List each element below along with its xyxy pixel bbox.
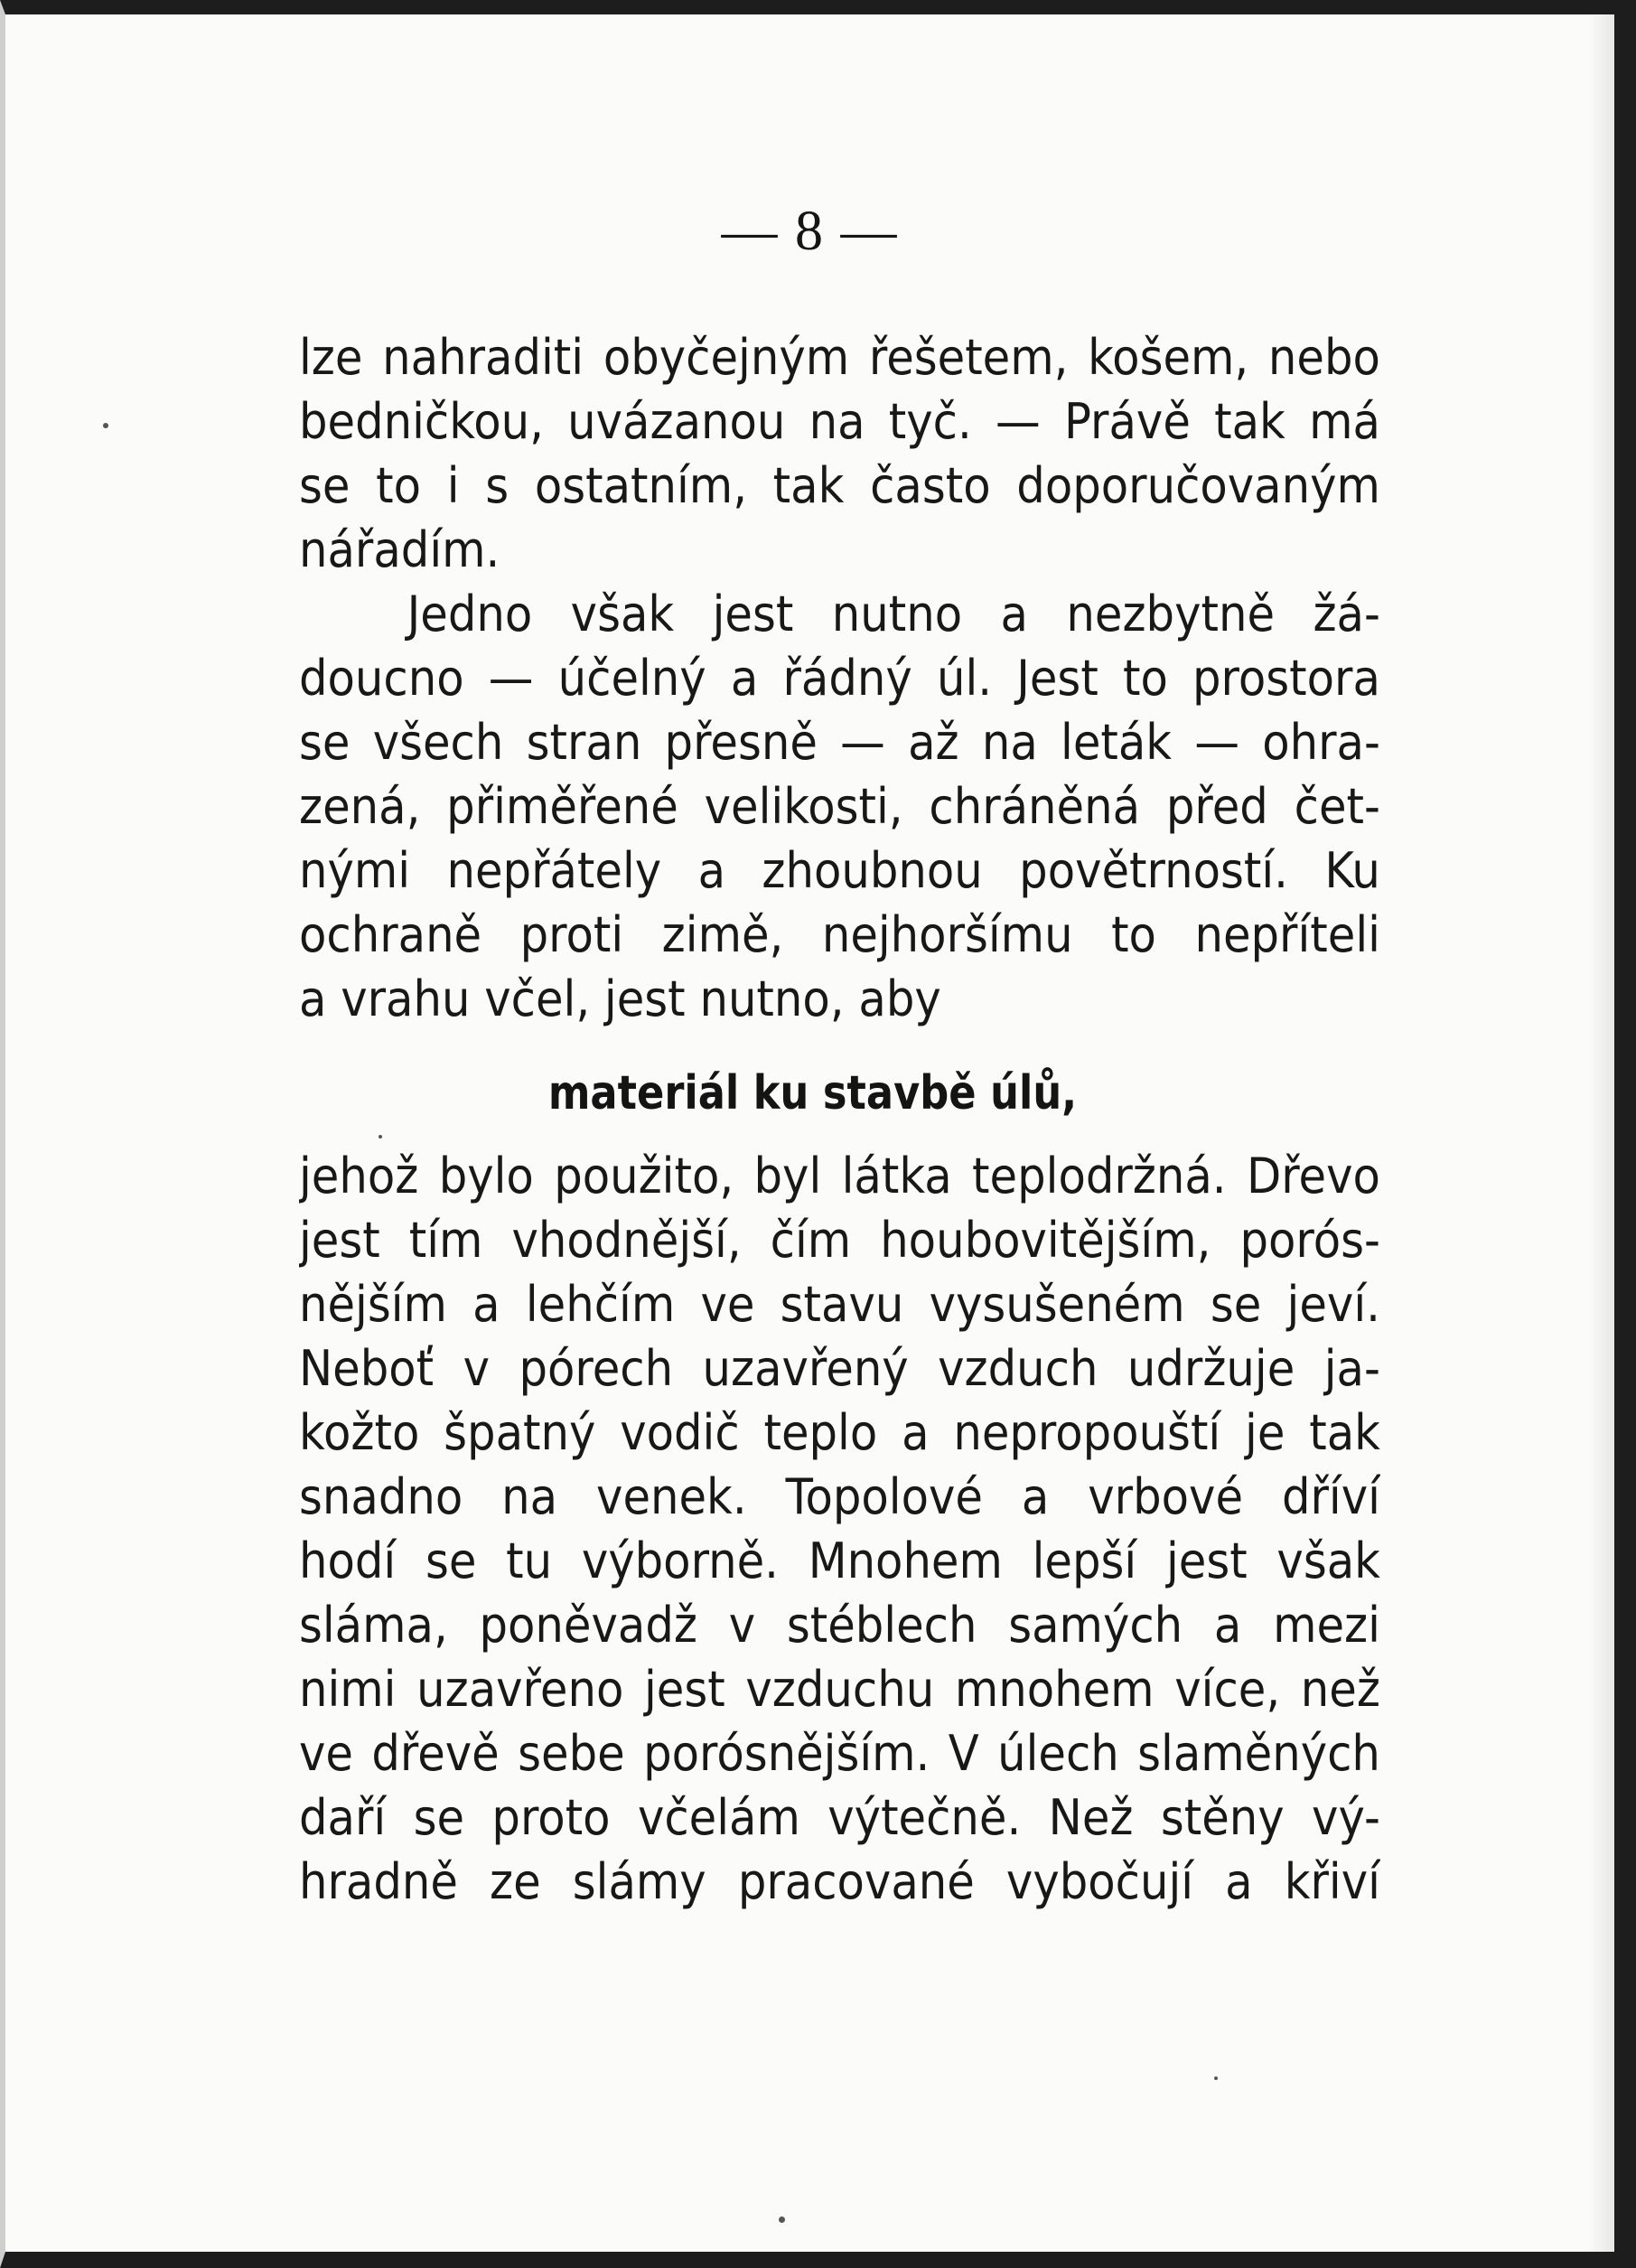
text-line: a vrahu včel, jest nutno, aby <box>299 970 941 1027</box>
text-line: nějším a lehčím ve stavu vysušeném se jeví. <box>299 1276 1380 1333</box>
text-line: nářadím. <box>299 521 500 578</box>
text-line: sláma, poněvadž v stéblech samých a mezi <box>299 1597 1380 1654</box>
body-text-bottom <box>299 1144 1380 1914</box>
text-line: zená, přiměřené velikosti, chráněná před čet- <box>299 778 1380 835</box>
text-line: hodí se tu výborně. Mnohem lepší jest však <box>299 1532 1380 1589</box>
text-line: Neboť v pórech uzavřený vzduch udržuje ja- <box>299 1340 1380 1397</box>
print-speck <box>779 2216 785 2223</box>
text-line: Jedno však jest nutno a nezbytně žá- <box>407 586 1380 642</box>
text-line: nými nepřátely a zhoubnou povětrností. Ku <box>299 842 1380 899</box>
text-line: jest tím vhodnější, čím houbovitějším, porós- <box>299 1212 1380 1269</box>
text-line: nimi uzavřeno jest vzduchu mnohem více, než <box>299 1661 1380 1718</box>
text-line: daří se proto včelám výtečně. Než stěny vý- <box>299 1789 1380 1846</box>
page-number: — 8 — <box>721 201 899 262</box>
text-line: lze nahraditi obyčejným řešetem, košem, nebo <box>299 329 1380 386</box>
body-text-top <box>299 325 1380 1031</box>
text-line: snadno na venek. Topolové a vrbové dříví <box>299 1468 1380 1525</box>
text-line: kožto špatný vodič teplo a nepropouští je tak <box>299 1404 1380 1461</box>
print-speck <box>1214 2076 1218 2080</box>
text-line: ve dřevě sebe porósnějším. V úlech slaměných <box>299 1725 1380 1782</box>
text-line: se to i s ostatním, tak často doporučovaným <box>299 457 1380 514</box>
text-line: doucno — účelný a řádný úl. Jest to prostora <box>299 650 1380 707</box>
text-line: ochraně proti zimě, nejhoršímu to nepříteli <box>299 906 1380 963</box>
section-heading: materiál ku stavbě úlů, <box>547 1066 1078 1120</box>
text-line: se všech stran přesně — až na leták — ohra- <box>299 714 1380 771</box>
text-line: hradně ze slámy pracované vybočují a křiví <box>299 1853 1380 1910</box>
text-line: bedničkou, uvázanou na tyč. — Právě tak má <box>299 393 1380 450</box>
text-line: jehož bylo použito, byl látka teplodržná. Dřevo <box>299 1148 1380 1204</box>
print-speck <box>103 423 108 428</box>
page-edge-shadow <box>1587 14 1614 2252</box>
print-speck <box>379 1135 382 1139</box>
